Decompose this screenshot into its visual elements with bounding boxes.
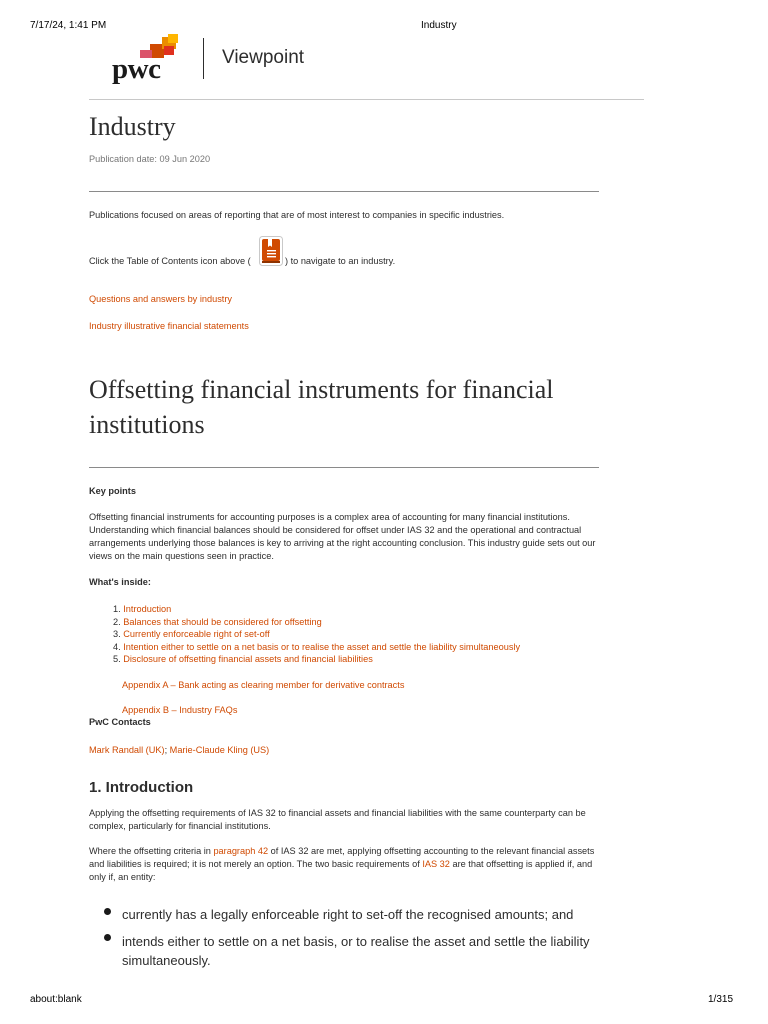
intro-paragraph-2 [89,845,679,884]
print-title: Industry [421,20,457,31]
bullet-2-line: intends either to settle on a net basis, or to realise the asset and settle the liability [122,934,590,949]
article-title-line-1: Offsetting financial instruments for financial [89,375,554,404]
toc-list [113,603,520,666]
toc-link-introduction[interactable]: Introduction [123,604,172,614]
pwc-logo[interactable] [110,34,180,86]
toc-item [113,653,520,666]
article-title-line-2: institutions [89,410,205,439]
introduction-heading: 1. Introduction [89,779,194,796]
contact-link-mark-randall[interactable]: Mark Randall (UK) [89,745,165,755]
bullet-icon [104,934,111,941]
toc-num: 2. [113,616,121,627]
bullet-item-2 [122,932,590,970]
page-title: Industry [89,112,176,141]
contact-link-marie-claude-kling[interactable]: Marie-Claude Kling (US) [169,745,270,755]
key-points-line: Offsetting financial instruments for accounting purposes is a complex area of accounting for many financial institutions. [89,512,570,522]
link-appendix-b[interactable]: Appendix B – Industry FAQs [122,705,238,715]
toc-link-enforceable-right[interactable]: Currently enforceable right of set-off [123,629,270,640]
toc-item [113,603,520,616]
contacts-line [89,744,269,757]
toc-link-balances[interactable]: Balances that should be considered for offsetting [123,616,322,627]
intro-p2-line-3: only if, an entity: [89,872,156,882]
intro-p2-text: of IAS 32 are met, applying offsetting accounting to the relevant financial assets [268,846,595,856]
toc-item [113,628,520,641]
toc-link-intention[interactable]: Intention either to settle on a net basis or to realise the asset and settle the liability simultaneously [123,641,521,652]
intro-p1-line: Applying the offsetting requirements of IAS 32 to financial assets and financial liabilities with the same counterparty can be [89,808,586,818]
header-divider [203,38,204,79]
print-url: about:blank [30,994,82,1005]
pwc-logo-text: pwc [112,53,161,85]
print-page-number: 1/315 [708,994,734,1005]
intro-p2-text: Where the offsetting criteria in [89,846,214,856]
toc-num: 4. [113,641,121,652]
toc-instruction-before: Click the Table of Contents icon above ( [89,256,251,266]
toc-item [113,641,520,654]
header-rule [89,99,644,100]
site-name[interactable]: Viewpoint [222,47,305,68]
intro-p2-text: are that offsetting is applied if, and [449,859,593,869]
link-questions-answers[interactable]: Questions and answers by industry [89,294,232,304]
toc-instruction-after: ) to navigate to an industry. [285,256,396,266]
toc-num: 1. [113,604,121,614]
intro-p2-line-2 [89,858,679,871]
key-points-body [89,511,649,563]
print-datetime: 7/17/24, 1:41 PM [30,20,107,31]
key-points-line: Understanding which financial balances should be considered for offset under IAS 32 and the operational and contractual [89,525,582,535]
intro-p2-text: and liabilities is required; it is not merely an option. The two basic requirements of [89,859,423,869]
toc-link-disclosure[interactable]: Disclosure of offsetting financial assets and financial liabilities [123,654,373,665]
toc-instruction [89,255,251,268]
whats-inside-heading: What's inside: [89,577,151,587]
bullet-item-1: currently has a legally enforceable right to set-off the recognised amounts; and [122,907,574,922]
intro-paragraph-1 [89,807,669,833]
link-appendix-a[interactable]: Appendix A – Bank acting as clearing member for derivative contracts [122,680,405,690]
key-points-heading: Key points [89,486,136,496]
intro-p2-line-1 [89,845,679,858]
intro-p1-line: complex, particularly for financial institutions. [89,821,271,831]
article-rule [89,467,599,468]
contact-separator: ; [164,745,170,755]
bullet-2-line: simultaneously. [122,953,211,968]
publication-date: Publication date: 09 Jun 2020 [89,154,211,164]
intro-text: Publications focused on areas of reporting that are of most interest to companies in specific industries. [89,210,505,220]
toc-book-icon [259,236,283,266]
toc-num: 5. [113,654,121,665]
key-points-line: arrangements underlying those balances is key to arriving at the right accounting conclusion. This industry guide sets out our [89,538,596,548]
toc-num: 3. [113,629,121,640]
contacts-heading: PwC Contacts [89,717,151,727]
bullet-icon [104,908,111,915]
title-rule [89,191,599,192]
article-title [89,372,649,442]
link-ias-32[interactable]: IAS 32 [422,859,450,869]
key-points-line: views on the main questions seen in practice. [89,551,274,561]
link-illustrative-statements[interactable]: Industry illustrative financial statements [89,321,249,331]
link-paragraph-42[interactable]: paragraph 42 [213,846,269,856]
toc-item [113,616,520,629]
